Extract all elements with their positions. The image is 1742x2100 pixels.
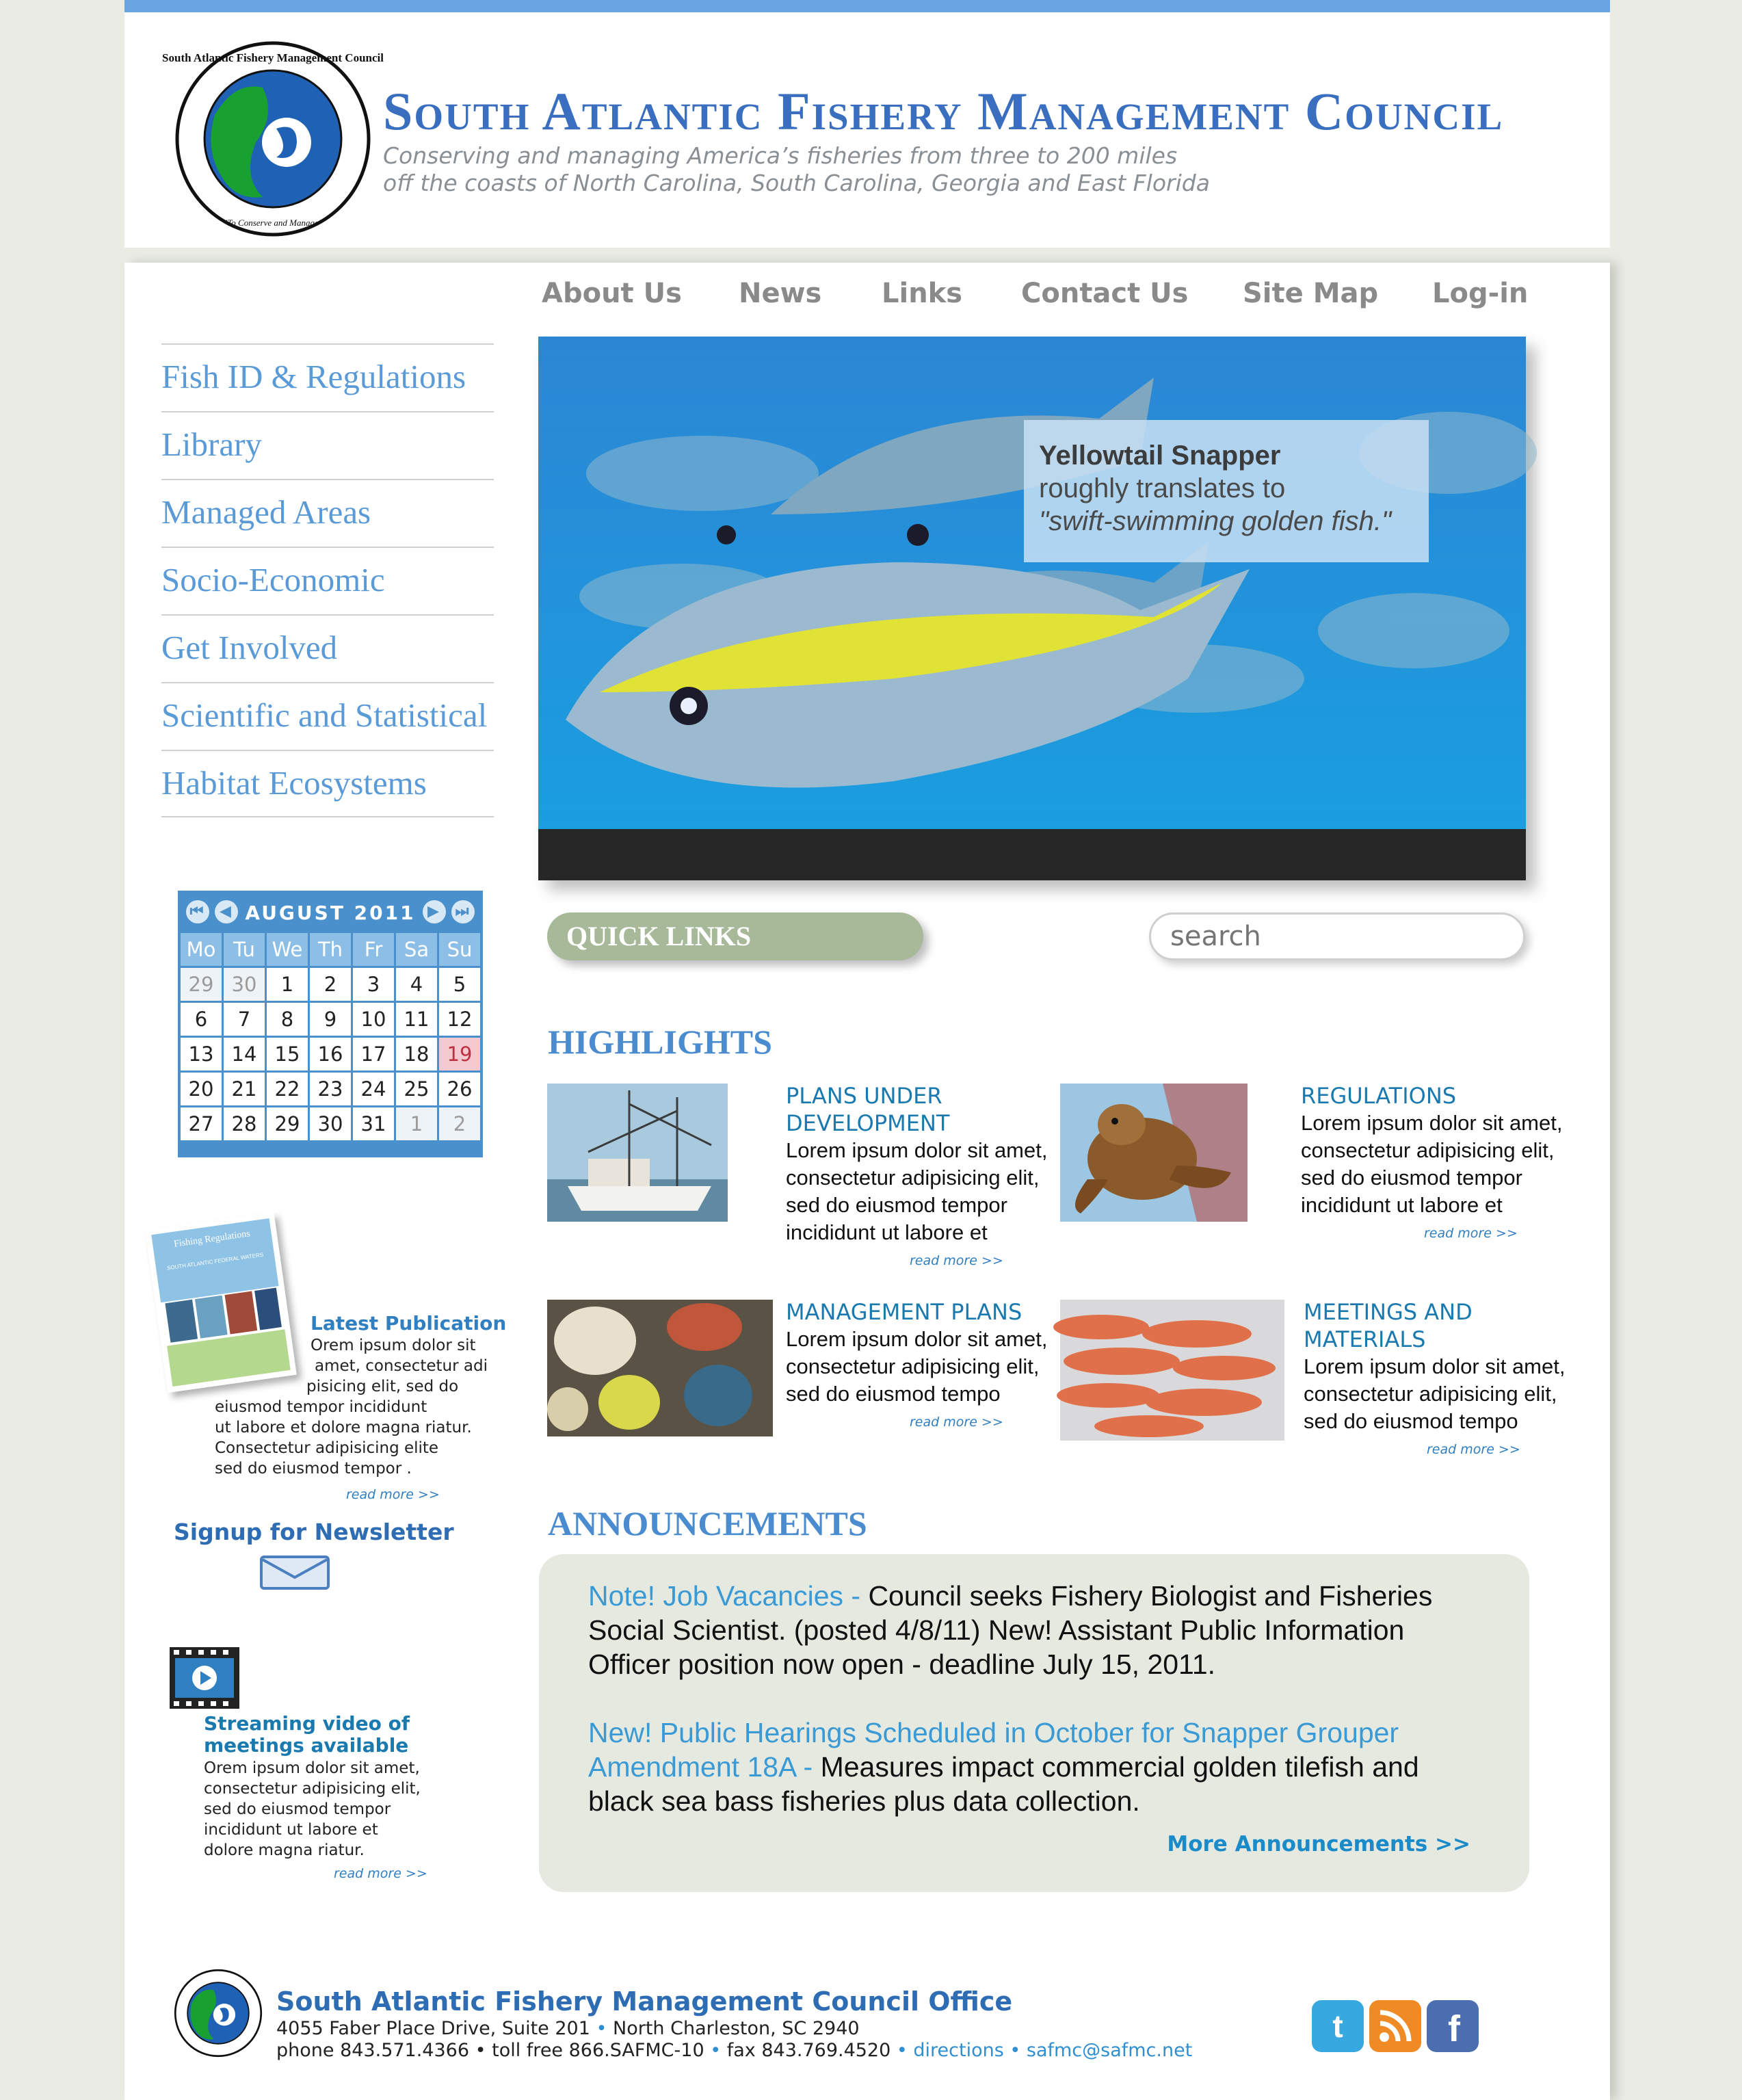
footer-address-line	[276, 2018, 860, 2039]
calendar-day-cell[interactable]: 22	[267, 1073, 308, 1105]
fish-market-image[interactable]	[1060, 1300, 1284, 1441]
highlight-regulations-read-more[interactable]: read more >>	[1424, 1226, 1518, 1241]
site-tagline	[383, 142, 1210, 197]
calendar-month-label: AUGUST 2011	[245, 902, 416, 924]
announcement-job-vacancies-link[interactable]: Note! Job Vacancies -	[588, 1580, 869, 1612]
svg-text:t: t	[1332, 2008, 1343, 2044]
sidebar-item-habitat-ecosystems[interactable]: Habitat Ecosystems	[161, 750, 494, 817]
calendar-day-cell[interactable]: 14	[224, 1038, 265, 1071]
publication-line-5: ut labore et dolore magna riatur.	[215, 1419, 472, 1436]
calendar-day-cell[interactable]: 24	[353, 1073, 394, 1105]
calendar-day-of-week: Tu	[224, 933, 265, 966]
highlight-plans-read-more[interactable]: read more >>	[910, 1253, 1003, 1268]
footer-office-title: South Atlantic Fishery Management Council Office	[276, 1986, 1013, 2017]
calendar-day-cell[interactable]: 5	[439, 968, 480, 1001]
streaming-read-more-link[interactable]: read more >>	[334, 1866, 427, 1881]
footer-phone: phone 843.571.4366 • toll free 866.SAFMC-10	[276, 2040, 704, 2061]
calendar-widget	[178, 891, 483, 1157]
calendar-day-cell[interactable]: 16	[310, 1038, 351, 1071]
hero-caption-line: roughly translates to	[1039, 473, 1286, 503]
highlight-regulations-line-1: Lorem ipsum dolor sit amet,	[1301, 1111, 1563, 1135]
nav-about-us[interactable]: About Us	[542, 278, 682, 309]
streaming-video-title[interactable]: Streaming video of meetings available	[204, 1712, 410, 1757]
calendar-day-cell[interactable]: 8	[267, 1003, 308, 1036]
announcement-public-hearings-link[interactable]: New! Public Hearings Scheduled in October for Snapper Grouper Amendment 18A -	[588, 1717, 1399, 1783]
calendar-day-cell[interactable]: 4	[396, 968, 437, 1001]
streaming-line-4: incididunt ut labore et	[204, 1821, 378, 1839]
highlight-meetings-line-1: Lorem ipsum dolor sit amet,	[1304, 1354, 1566, 1378]
footer-directions-link[interactable]: directions	[913, 2040, 1004, 2061]
calendar-day-cell[interactable]: 19	[439, 1038, 480, 1071]
site-header	[124, 12, 1610, 248]
footer-city: North Charleston, SC 2940	[613, 2018, 860, 2039]
mail-icon[interactable]	[259, 1553, 334, 1594]
tagline-line-1: Conserving and managing America’s fisheries from three to 200 miles	[383, 142, 1178, 169]
hero-banner[interactable]	[538, 337, 1526, 880]
streaming-line-2: consectetur adipisicing elit,	[204, 1780, 421, 1798]
calendar-day-of-week: Mo	[181, 933, 222, 966]
sidebar-item-managed-areas[interactable]: Managed Areas	[161, 479, 494, 547]
highlight-management-plans-heading[interactable]: MANAGEMENT PLANS	[786, 1299, 1022, 1325]
sidebar-item-fish-id-regulations[interactable]: Fish ID & Regulations	[161, 343, 494, 411]
announcement-public-hearings-text: Measures impact commercial golden tilefish and black sea bass fisheries plus data collection.	[588, 1751, 1419, 1817]
publication-line-1: Orem ipsum dolor sit	[311, 1337, 476, 1354]
calendar-day-cell[interactable]: 30	[310, 1107, 351, 1140]
highlight-management-line-1: Lorem ipsum dolor sit amet,	[786, 1327, 1048, 1351]
calendar-day-cell[interactable]: 31	[353, 1107, 394, 1140]
more-announcements-link[interactable]: More Announcements >>	[1167, 1832, 1470, 1856]
calendar-day-cell[interactable]: 25	[396, 1073, 437, 1105]
calendar-header	[181, 893, 480, 933]
calendar-last-icon[interactable]: ⏭	[451, 900, 475, 923]
twitter-icon[interactable]	[1312, 2000, 1364, 2052]
highlight-management-read-more[interactable]: read more >>	[910, 1415, 1003, 1430]
logo-motto: "To Conserve and Manage"	[223, 218, 323, 228]
calendar-day-cell[interactable]: 29	[267, 1107, 308, 1140]
calendar-day-cell[interactable]: 2	[310, 968, 351, 1001]
calendar-day-cell[interactable]: 30	[224, 968, 265, 1001]
footer-contact-line	[276, 2040, 1192, 2061]
calendar-day-of-week: We	[267, 933, 308, 966]
calendar-day-cell[interactable]: 26	[439, 1073, 480, 1105]
nav-log-in[interactable]: Log-in	[1432, 278, 1529, 309]
calendar-day-cell[interactable]: 13	[181, 1038, 222, 1071]
footer-email-link[interactable]: safmc@safmc.net	[1026, 2040, 1193, 2061]
latest-publication-text	[215, 1335, 502, 1479]
calendar-day-of-week: Fr	[353, 933, 394, 966]
footer-address: 4055 Faber Place Drive, Suite 201	[276, 2018, 590, 2039]
highlight-plans-line-1: Lorem ipsum dolor sit amet,	[786, 1138, 1048, 1162]
calendar-day-of-week: Su	[439, 933, 480, 966]
calendar-day-cell[interactable]: 3	[353, 968, 394, 1001]
highlight-plans-line-3: sed do eiusmod tempor	[786, 1193, 1007, 1217]
calendar-day-cell[interactable]: 6	[181, 1003, 222, 1036]
calendar-grid	[181, 933, 480, 1140]
announcements-title: ANNOUNCEMENTS	[548, 1504, 867, 1543]
newsletter-signup-link[interactable]: Signup for Newsletter	[174, 1519, 454, 1545]
search-input[interactable]	[1149, 913, 1525, 960]
publication-cover-subtitle: SOUTH ATLANTIC FEDERAL WATERS	[166, 1251, 264, 1272]
sidebar-item-scientific-statistical[interactable]: Scientific and Statistical	[161, 682, 494, 750]
publication-line-4: eiusmod tempor incididunt	[215, 1398, 427, 1416]
yellowtail-snapper-image	[538, 337, 1526, 829]
hero-caption-bar	[538, 829, 1526, 880]
announcement-public-hearings	[588, 1716, 1477, 1818]
calendar-prev-icon[interactable]: ◀	[215, 900, 238, 923]
streaming-line-5: dolore magna riatur.	[204, 1841, 365, 1859]
highlight-regulations-line-2: consectetur adipisicing elit,	[1301, 1138, 1555, 1162]
footer-separator: •	[590, 2018, 613, 2039]
footer-separator-2: •	[704, 2040, 727, 2061]
tagline-line-2: off the coasts of North Carolina, South Carolina, Georgia and East Florida	[383, 170, 1210, 196]
announcement-job-vacancies	[588, 1579, 1477, 1681]
calendar-day-cell[interactable]: 1	[267, 968, 308, 1001]
calendar-day-cell[interactable]: 15	[267, 1038, 308, 1071]
calendar-day-of-week: Th	[310, 933, 351, 966]
calendar-day-cell[interactable]: 7	[224, 1003, 265, 1036]
highlight-regulations-text	[1301, 1110, 1562, 1219]
calendar-day-cell[interactable]: 17	[353, 1038, 394, 1071]
footer-fax: fax 843.769.4520	[726, 2040, 891, 2061]
highlight-management-line-3: sed do eiusmod tempo	[786, 1382, 1001, 1406]
top-accent-bar	[124, 0, 1610, 12]
calendar-day-cell[interactable]: 9	[310, 1003, 351, 1036]
calendar-day-cell[interactable]: 1	[396, 1107, 437, 1140]
site-title: South Atlantic Fishery Management Council	[383, 81, 1504, 141]
facebook-icon[interactable]	[1427, 2000, 1479, 2052]
fishing-boat-image[interactable]	[547, 1084, 728, 1222]
nav-contact-us[interactable]: Contact Us	[1021, 278, 1189, 309]
highlight-meetings-text	[1304, 1353, 1565, 1435]
logo-ring-text: South Atlantic Fishery Management Council	[162, 51, 384, 64]
publication-line-2: amet, consectetur adi	[315, 1357, 488, 1375]
sidebar-item-socio-economic[interactable]: Socio-Economic	[161, 547, 494, 614]
main-content	[124, 263, 1610, 2100]
highlight-meetings-line-3: sed do eiusmod tempo	[1304, 1409, 1518, 1433]
publication-line-7: sed do eiusmod tempor .	[215, 1460, 412, 1478]
calendar-day-cell[interactable]: 27	[181, 1107, 222, 1140]
sidebar-navigation	[161, 343, 494, 817]
highlight-meetings-read-more[interactable]: read more >>	[1427, 1442, 1520, 1457]
highlight-meetings-line-2: consectetur adipisicing elit,	[1304, 1382, 1557, 1406]
calendar-day-of-week: Sa	[396, 933, 437, 966]
calendar-day-cell[interactable]: 11	[396, 1003, 437, 1036]
footer-separator-3: •	[890, 2040, 914, 2061]
calendar-day-cell[interactable]: 12	[439, 1003, 480, 1036]
calendar-day-cell[interactable]: 18	[396, 1038, 437, 1071]
announcements-box	[539, 1554, 1529, 1892]
sidebar-item-library[interactable]: Library	[161, 411, 494, 479]
sea-turtle-image[interactable]	[1060, 1084, 1248, 1222]
calendar-day-cell[interactable]: 2	[439, 1107, 480, 1140]
highlight-plans-heading[interactable]: PLANS UNDER DEVELOPMENT	[786, 1083, 950, 1136]
footer-separator-4: •	[1003, 2040, 1027, 2061]
svg-text:f: f	[1448, 2008, 1460, 2049]
highlight-regulations-line-4: incididunt ut labore et	[1301, 1193, 1503, 1217]
calendar-day-cell[interactable]: 28	[224, 1107, 265, 1140]
nav-links[interactable]: Links	[882, 278, 963, 309]
highlight-plans-line-2: consectetur adipisicing elit,	[786, 1166, 1040, 1190]
highlight-management-plans-text	[786, 1326, 1047, 1408]
calendar-day-cell[interactable]: 29	[181, 968, 222, 1001]
hero-caption-quote: "swift-swimming golden fish."	[1039, 506, 1392, 536]
publication-line-6: Consectetur adipisicing elite	[215, 1439, 439, 1457]
streaming-line-1: Orem ipsum dolor sit amet,	[204, 1759, 420, 1777]
calendar-day-cell[interactable]: 10	[353, 1003, 394, 1036]
highlight-management-line-2: consectetur adipisicing elit,	[786, 1354, 1040, 1378]
fishing-buoys-image[interactable]	[547, 1300, 773, 1436]
calendar-first-icon[interactable]: ⏮	[186, 900, 209, 923]
highlight-regulations-line-3: sed do eiusmod tempor	[1301, 1166, 1522, 1190]
highlight-regulations-heading[interactable]: REGULATIONS	[1301, 1083, 1457, 1109]
highlight-plans-text	[786, 1137, 1047, 1246]
publication-read-more-link[interactable]: read more >>	[346, 1487, 440, 1502]
footer-council-logo[interactable]	[174, 1969, 263, 2058]
rss-icon[interactable]	[1369, 2000, 1421, 2052]
calendar-day-cell[interactable]: 23	[310, 1073, 351, 1105]
publication-cover-title: Fishing Regulations	[173, 1229, 251, 1250]
video-icon[interactable]	[170, 1647, 239, 1709]
streaming-line-3: sed do eiusmod tempor	[204, 1800, 391, 1818]
highlights-title: HIGHLIGHTS	[548, 1023, 772, 1061]
council-logo[interactable]	[162, 40, 384, 238]
highlight-plans-line-4: incididunt ut labore et	[786, 1220, 988, 1244]
announcement-job-vacancies-text: Council seeks Fishery Biologist and Fisheries Social Scientist. (posted 4/8/11) New! Assistant Public Information Officer position now open - deadline July 15, 2011.	[588, 1580, 1433, 1680]
streaming-video-text	[204, 1758, 450, 1861]
nav-news[interactable]: News	[739, 278, 822, 309]
publication-line-3: pisicing elit, sed do	[306, 1378, 459, 1395]
quick-links-button[interactable]: QUICK LINKS	[547, 913, 923, 960]
nav-site-map[interactable]: Site Map	[1243, 278, 1379, 309]
calendar-day-cell[interactable]: 21	[224, 1073, 265, 1105]
hero-caption-title: Yellowtail Snapper	[1039, 441, 1281, 471]
calendar-next-icon[interactable]: ▶	[423, 900, 446, 923]
latest-publication-title[interactable]: Latest Publication	[311, 1312, 507, 1335]
highlight-meetings-heading[interactable]: MEETINGS AND MATERIALS	[1304, 1299, 1473, 1352]
sidebar-item-get-involved[interactable]: Get Involved	[161, 614, 494, 682]
hero-caption	[1024, 420, 1429, 562]
calendar-day-cell[interactable]: 20	[181, 1073, 222, 1105]
